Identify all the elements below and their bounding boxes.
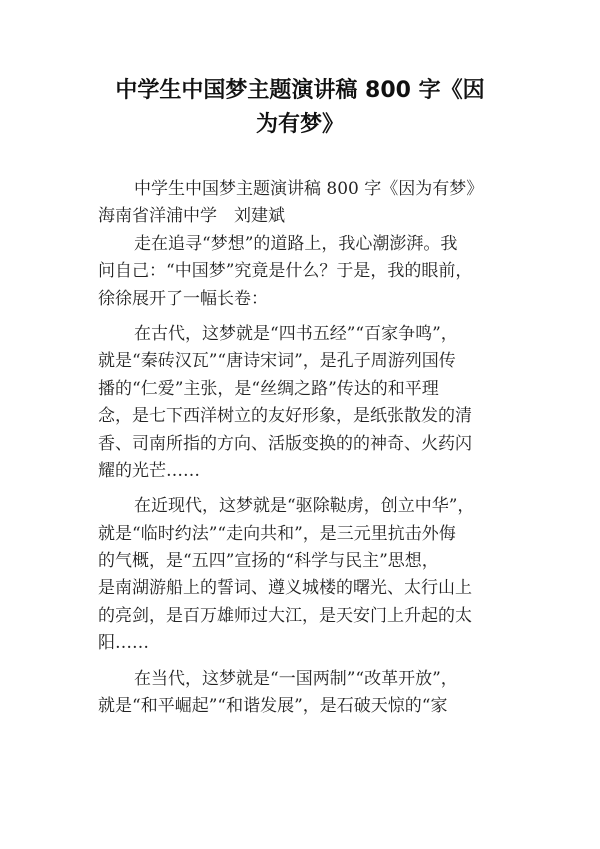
paragraph-line: 就是“和平崛起”“和谐发展”，是石破天惊的“家: [98, 696, 448, 717]
document-title: [90, 74, 510, 142]
paragraph-line: 念，是七下西洋树立的友好形象，是纸张散发的清: [98, 406, 472, 427]
paragraph-line: 在近现代，这梦就是“驱除鞑虏，创立中华”，: [134, 496, 475, 517]
subtitle-line: 中学生中国梦主题演讲稿 800 字《因为有梦》: [134, 179, 484, 199]
paragraph-line: 徐徐展开了一幅长卷：: [98, 288, 268, 309]
title-line-2: 为有梦》: [255, 112, 344, 137]
paragraph-line: 香、司南所指的方向、活版变换的的神奇、火药闪: [98, 433, 472, 454]
paragraph-line: 阳……: [98, 633, 149, 654]
paragraph-2: [98, 321, 502, 485]
paragraph-4: [98, 666, 502, 721]
paragraph-line: 播的“仁爱”主张，是“丝绸之路”传达的和平理: [98, 378, 439, 399]
paragraph-1: [98, 231, 502, 313]
paragraph-line: 在当代，这梦就是“一国两制”“改革开放”，: [134, 668, 458, 689]
paragraph-line: 问自己：“中国梦”究竟是什么？于是，我的眼前，: [98, 261, 473, 282]
paragraph-3: [98, 493, 502, 657]
paragraph-line: 就是“临时约法”“走向共和”，是三元里抗击外侮: [98, 523, 456, 544]
paragraph-line: 是南湖游船上的誓词、遵义城楼的曙光、太行山上: [98, 578, 472, 599]
paragraph-line: 的亮剑，是百万雄师过大江，是天安门上升起的太: [98, 605, 472, 626]
paragraph-line: 耀的光芒……: [98, 460, 200, 481]
document-body: [98, 176, 502, 720]
title-line-1: 中学生中国梦主题演讲稿 800 字《因: [115, 78, 485, 103]
author-line: 海南省洋浦中学 刘建斌: [98, 206, 285, 227]
paragraph-line: 的气概，是“五四”宣扬的“科学与民主”思想，: [98, 551, 439, 572]
paragraph-line: 就是“秦砖汉瓦”“唐诗宋词”，是孔子周游列国传: [98, 351, 456, 372]
paragraph-line: 走在追寻“梦想”的道路上，我心潮澎湃。我: [134, 233, 458, 254]
paragraph-line: 在古代，这梦就是“四书五经”“百家争鸣”，: [134, 323, 458, 344]
